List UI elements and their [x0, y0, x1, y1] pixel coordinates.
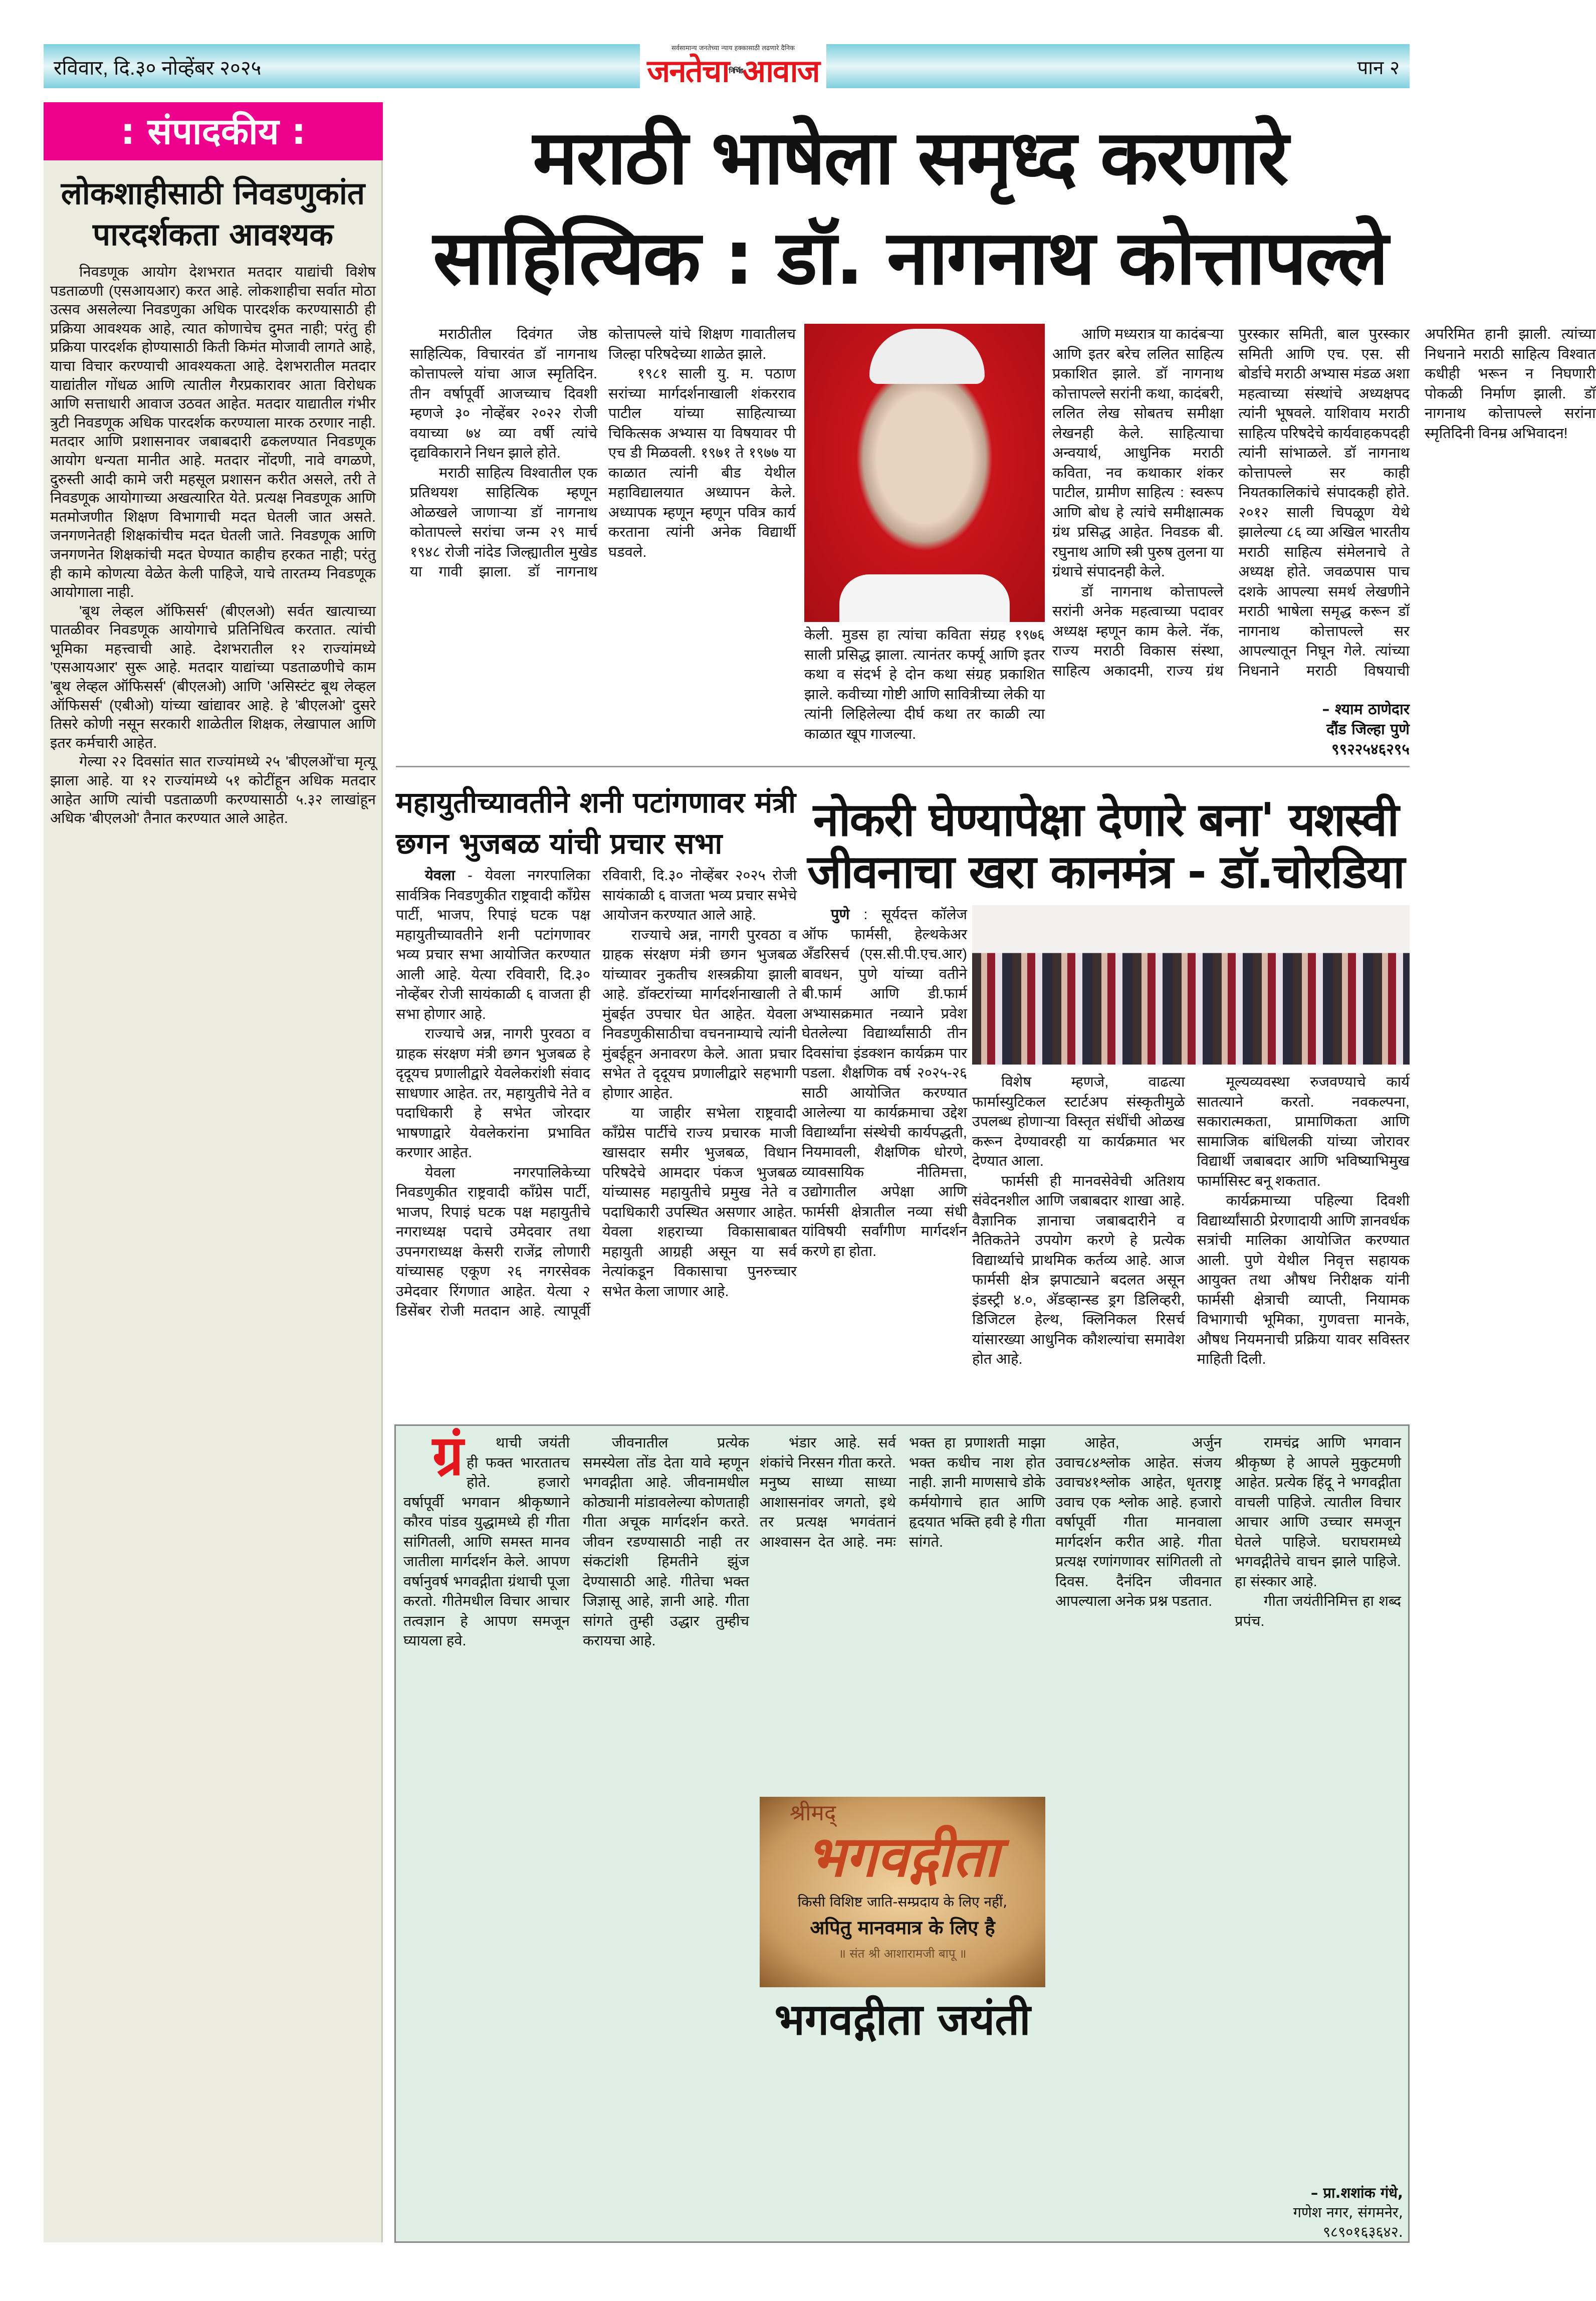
chordia-headline: नोकरी घेण्यापेक्षा देणारे बना' यशस्वी जीवनाचा खरा कानमंत्र - डॉ.चोरडिया	[807, 793, 1404, 899]
masthead-band	[44, 44, 1410, 88]
author-place: गणेश नगर, संगमनेर,	[1293, 2204, 1403, 2221]
paragraph: - येवला नगरपालिका सार्वत्रिक निवडणुकीत राष्ट्रवादी काँग्रेस पार्टी, भाजप, रिपाइं घटक पक्ष महायुतीच्यावतीने शनी पटांगणावर भव्य प्रचार सभा आयोजित करण्यात आली आहे. येत्या रविवारी, दि.३० नोव्हेंबर रोजी सायंकाळी ६ वाजता ही सभा होणार आहे.	[396, 868, 590, 1022]
paragraph: या जाहीर सभेला राष्ट्रवादी काँग्रेस पार्टीचे राज्य प्रचारक माजी खासदार समीर भुजबळ, विधान परिषदेचे आमदार पंकज भुजबळ यांच्यासह महायुतीचे प्रमुख नेते व पदाधिकारी उपस्थित असणार आहेत. येवला शहराच्या विकासाबाबत महायुती आग्रही असून या सर्व नेत्यांकडून विकासाचा पुनरुच्चार सभेत केला जाणार आहे.	[602, 1105, 797, 1300]
editorial-body	[50, 263, 376, 2238]
bhujbal-article	[396, 782, 797, 1411]
bhujbal-article-body	[396, 866, 797, 1411]
editorial-column	[50, 173, 376, 2238]
paragraph: कार्यक्रमाच्या पहिल्या दिवशी विद्यार्थ्यांसाठी प्रेरणादायी आणि ज्ञानवर्धक सत्रांची मालिका आयोजित करण्यात आली. पुणे येथील निवृत्त सहायक आयुक्त तथा औषध निरीक्षक यांनी फार्मसी क्षेत्राची व्याप्ती, नियामक विभागाची भूमिका, गुणवत्ता मानके, औषध नियमनाची प्रक्रिया यावर सविस्तर माहिती दिली.	[1197, 1193, 1410, 1367]
paragraph: मूल्यव्यवस्था रुजवण्याचे कार्य सातत्याने करतो. नवकल्पना, सकारात्मकता, प्रामाणिकता आणि सामाजिक बांधिलकी यांच्या जोरावर विद्यार्थी जबाबदार आणि भविष्याभिमुख फार्मासिस्ट बनू शकतात.	[1197, 1074, 1410, 1189]
paragraph: मराठी साहित्य विश्वातील एक प्रतिथयश साहित्यिक म्हणून ओळखले जाणाऱ्या डॉ नागनाथ कोतापल्ले सरांचा जन्म २९ मार्च १९४८ रोजी नांदेड जिल्ह्यातील मुखेड या गावी झाला. डॉ नागनाथ कोत्तापल्ले यांचे शिक्षण गावातीलच जिल्हा परिषदेच्या शाळेत झाले.	[410, 326, 796, 580]
main-article-columns-right	[1052, 325, 1596, 694]
editorial-headline: लोकशाहीसाठी निवडणुकांत पारदर्शकता आवश्यक	[61, 175, 365, 253]
paragraph: ग्रंथाची जयंती ही फक्त भारतातच होते. हजारो वर्षापूर्वी भगवान श्रीकृष्णाने कौरव पांडव युद्धामध्ये ही गीता सांगितली, आणि समस्त मानव जातीला मार्गदर्शन केले. आपण वर्षानुवर्ष भगवद्गीता ग्रंथाची पूजा करतो. गीतेमधील विचार आचार तत्वज्ञान हे आपण समजून घ्यायला हवे.	[403, 1425, 570, 1649]
paragraph: भंडार आहे. सर्व शंकांचे निरसन गीता करते. मनुष्य साध्या साध्या आशासनांवर जगतो, इथे तर प्रत्यक्ष भगवंतानं आश्वासन देत आहे. नमः भक्त हा प्रणाशती माझा भक्त कधीच नाश होत नाही. ज्ञानी माणसाचे डोके कर्मयोगाचे हात आणि हृदयात भक्ति हवी हे गीता सांगते.	[760, 1435, 1045, 1550]
banner-title: भगवद्गीता	[806, 1824, 999, 1890]
paragraph: मराठीतील दिवंगत जेष्ठ साहित्यिक, विचारवंत डॉ नागनाथ कोत्तापल्ले यांचा आज स्मृतिदिन. तीन वर्षापूर्वी आजच्याच दिवशी म्हणजे ३० नोव्हेंबर २०२२ रोजी वयाच्या ७४ व्या वर्षी त्यांचे दृद्यविकाराने निधन झाले होते.	[410, 326, 597, 461]
logo-name-right: आवाज	[742, 53, 819, 89]
banner-line: अपितु मानवमात्र के लिए है	[810, 1917, 995, 1939]
paragraph: : सूर्यदत्त कॉलेज ऑफ फार्मसी, हेल्थकेअर अँडरिसर्च (एस.सी.पी.एच.आर) बावधन, पुणे यांच्या वतीने बी.फार्म आणि डी.फार्म अभ्यासक्रमात नव्याने प्रवेश घेतलेल्या विद्यार्थ्यांसाठी तीन दिवसांचा इंडक्शन कार्यक्रम पार पडला. शैक्षणिक वर्ष २०२५-२६ साठी आयोजित करण्यात आलेल्या या कार्यक्रमाचा उद्देश विद्यार्थ्यांना संस्थेची कार्यपद्धती, नियमावली, शैक्षणिक धोरणे, व्यावसायिक नीतिमत्ता, उद्योगातील अपेक्षा आणि फार्मसी क्षेत्रातील नव्या संधी यांविषयी सर्वांगीण मार्गदर्शन करणे हा होता.	[802, 907, 967, 1260]
logo-name-mid: निर्भिड	[729, 67, 742, 75]
paragraph: १९८१ साली यु. म. पठाण सरांच्या मार्गदर्शनाखाली शंकरराव पाटील यांच्या साहित्याच्या चिकित्सक अभ्यास या विषयावर पी एच डी मिळवली. १९७१ ते १९७७ या काळात त्यांनी बीड येथील महाविद्यालयात अध्यापन केले. अध्यापक म्हणून म्हणून पवित्र कार्य करताना त्यांनी अनेक विद्यार्थी घडवले.	[608, 366, 796, 560]
gita-article-body-left	[403, 1425, 749, 2235]
paragraph: विशेष म्हणजे, वाढत्या फार्मास्युटिकल स्टार्टअप संस्कृतीमुळे उपलब्ध होणाऱ्या विस्तृत संधींची ओळख करून देण्यावरही या कार्यक्रमात भर देण्यात आला.	[972, 1074, 1185, 1169]
paragraph: राज्याचे अन्न, नागरी पुरवठा व ग्राहक संरक्षण मंत्री छगन भुजबळ यांच्यावर नुकतीच शस्त्रक्रीया झाली आहे. डॉक्टरांच्या मार्गदर्शनाखाली ते मुंबईत उपचार घेत आहेत. येवला निवडणुकीसाठीचा वचननाम्याचे त्यांनी मुंबईहून अनावरण केले. आता प्रचार सभेत ते दृदूयच प्रणालीद्वारे सहभागी होणार आहेत.	[602, 927, 797, 1102]
banner-line: किसी विशिष्ट जाति-सम्प्रदाय के लिए नहीं,	[797, 1894, 1008, 1910]
paragraph: निवडणूक आयोग देशभरात मतदार याद्यांची विशेष पडताळणी (एसआयआर) करत आहे. लोकशाहीचा सर्वात मोठा उत्सव असलेल्या निवडणुका अधिक पारदर्शक करण्यासाठी ही प्रक्रिया आवश्यक आहे, त्यात कोणाचेच दुमत नाही; परंतु ही प्रक्रिया पारदर्शक होण्यासाठी किती किमंत मोजावी लागते आहे, याचा विचार करण्याची आवश्यकता आहे. देशभरातील मतदार याद्यांतील गोंधळ आणि त्यातील गैरप्रकारावर आता विरोधक आणि सत्ताधारी आवाज उठवत आहेत. मतदार याद्यातील गंभीर त्रुटी निवडणूक अधिक पारदर्शक करण्याला मारक ठरणार नाही. मतदार आणि प्रशासनावर जबाबदारी ढकलण्यात निवडणूक आयोग धन्यता मानीत आहे. मतदार नोंदणी, नावे वगळणे, दुरुस्ती आदी कामे जरी महसूल प्रशासन करीत असले, तरी ते निवडणूक आयोगाच्या अखत्यारित येते. प्रत्यक्ष निवडणूक आणि मतमोजणीत शिक्षण विभागाची मदत घेतली जात असते. जनगणनेतही शिक्षकांचीच मदत घेतली जाते. निवडणूक आणि जनगणनेत शिक्षकांची मदत घेण्यात काहीच हरकत नाही; परंतु ही कामे कोणत्या वेळेत केली पाहिजे, याचे तारतम्य निवडणूक आयोगाला नाही.	[50, 264, 376, 601]
editorial-banner: : संपादकीय :	[44, 102, 383, 160]
logo-name-left: जनतेचा	[647, 53, 729, 89]
dateline: पुणे	[831, 907, 850, 923]
gita-article-body-right	[1055, 1433, 1401, 2179]
issue-date: रविवार, दि.३० नोव्हेंबर २०२५	[54, 57, 262, 79]
author-name: – श्याम ठाणेदार	[1322, 701, 1410, 718]
dateline: येवला	[425, 868, 455, 884]
logo-tagline: सर्वसामान्य जनतेच्या न्याय हक्कासाठी लढणारे दैनिक	[671, 45, 795, 52]
author-place: दौंड जिल्हा पुणे	[1326, 721, 1410, 738]
paragraph: फार्मसी ही मानवसेवेची अतिशय संवेदनशील आणि जबाबदार शाखा आहे. वैज्ञानिक ज्ञानाचा जबाबदारीने व नैतिकतेने उपयोग करणे हे प्रत्येक विद्यार्थ्याचे प्राथमिक कर्तव्य आहे. आज फार्मसी क्षेत्र झपाट्याने बदलत असून इंडस्ट्री ४.०, अ‍ॅडव्हान्स्ड ड्रग डिलिव्हरी, डिजिटल हेल्थ, क्लिनिकल रिसर्च यांसारख्या आधुनिक कौशल्यांचा समावेश होत आहे.	[972, 1173, 1185, 1367]
paragraph: राज्याचे अन्न, नागरी पुरवठा व ग्राहक संरक्षण मंत्री छगन भुजबळ हे दृदूयच प्रणालीद्वारे येवलेकरांशी संवाद साधणार आहेत. तर, महायुतीचे नेते व पदाधिकारी हे सभेत जोरदार भाषणाद्वारे येवलेकरांना प्रभावित करणार आहेत.	[396, 1026, 590, 1161]
gita-banner-image	[760, 1797, 1045, 1987]
paragraph: आणि मध्यरात्र या कादंबऱ्या आणि इतर बरेच ललित साहित्य प्रकाशित झाले. डॉ नागनाथ कोत्तापल्ले सरांनी कथा, कादंबरी, ललित लेख सोबतच समीक्षा लेखनही केले. साहित्याचा अन्वयार्थ, आधुनिक मराठी कविता, नव कथाकार शंकर पाटील, ग्रामीण साहित्य : स्वरूप आणि बोध हे त्यांचे समीक्षात्मक ग्रंथ प्रसिद्ध आहेत. निवडक बी. रघुनाथ आणि स्त्री पुरुष तुलना या ग्रंथाचे संपादनही केले.	[1052, 326, 1224, 580]
paragraph: गीता जयंतीनिमित्त हा शब्द प्रपंच.	[1235, 1593, 1401, 1629]
page-number: पान २	[1357, 57, 1400, 79]
author-phone: ९९२२५४६२९५	[1331, 741, 1410, 758]
paragraph: 'बूथ लेव्हल ऑफिसर्स' (बीएलओ) सर्वत खात्याच्या पातळीवर निवडणूक आयोगाचे प्रतिनिधित्व करतात. त्यांची भूमिका महत्त्वाची आहे. देशभरातील १२ राज्यांमध्ये 'एसआयआर' सुरू आहे. मतदार याद्यांच्या पडताळणीचे काम 'बूथ लेव्हल ऑफिसर्स' (बीएलओ) आणि 'असिस्टंट बूथ लेव्हल ऑफिसर्स' (एबीओ) यांच्या खांद्यावर आहे. हे 'बीएलओ' दुसरे तिसरे कोणी नसून सरकारी शाळेतील शिक्षक, लेखापाल आणि इतर कर्मचारी आहेत.	[50, 603, 376, 751]
gita-headline: भगवद्गीता जयंती	[774, 1995, 1031, 2045]
author-phone: ९८९०१६३६४२.	[1322, 2223, 1403, 2240]
newspaper-logo[interactable]	[640, 40, 826, 95]
bhujbal-headline: महायुतीच्यावतीने शनी पटांगणावर मंत्री छगन भुजबळ यांची प्रचार सभा	[396, 785, 796, 861]
gita-byline	[1213, 2183, 1403, 2242]
banner-line: ॥ संत श्री आशारामजी बापू ॥	[838, 1947, 967, 1961]
paragraph: गेल्या २२ दिवसांत सात राज्यांमध्ये २५ 'बीएलओं'चा मृत्यू झाला आहे. या १२ राज्यांमध्ये ५१ कोटींहून अधिक मतदार आहेत आणि त्यांची पडताळणी करण्यासाठी ५.३२ लाखांहून अधिक 'बीएलओ' तैनात करण्यात आले आहेत.	[50, 754, 376, 827]
divider	[396, 766, 1410, 767]
main-article-columns-left	[410, 325, 796, 761]
main-byline	[1233, 700, 1410, 760]
portrait-photo	[804, 324, 1045, 622]
main-article-under-photo: केली. मुडस हा त्यांचा कविता संग्रह १९७६ साली प्रसिद्ध झाला. त्यानंतर कर्फ्यू आणि इतर कथा व संदर्भ हे दोन कथा संग्रह प्रकाशित झाले. कवीच्या गोष्टी आणि सावित्रीच्या लेकी या त्यांनी लिहिलेल्या दीर्घ कथा तर काळी त्या काळात खूप गाजल्या.	[804, 627, 1045, 742]
chordia-article-intro	[802, 905, 967, 1406]
paragraph: जीवनातील प्रत्येक समस्येला तोंड देता यावे म्हणून भगवद्गीता आहे. जीवनामधील कोठ्यानी मांडावलेल्या कोणताही गीता अचूक मार्गदर्शन करते. जीवन रडण्यासाठी नाही तर संकटांशी हिमतीने झुंज देण्यासाठी आहे. गीतेचा भक्त जिज्ञासू आहे, ज्ञानी आहे. गीता सांगते तुम्ही उद्धार तुम्हीच करायचा आहे.	[583, 1435, 749, 1649]
chordia-article-body	[972, 1073, 1410, 1408]
paragraph: डॉ नागनाथ कोत्तापल्ले सरांनी अनेक महत्वाच्या पदावर अध्यक्ष म्हणून काम केले. नॅक, राज्य मराठी विकास संस्था, साहित्य अकादमी, राज्य ग्रंथ पुरस्कार समिती, बाल पुरस्कार समिती आणि एच. एस. सी बोर्डाचे मराठी अभ्यास मंडळ अशा महत्वाच्या संस्थांचे अध्यक्षपद त्यांनी भूषवले. याशिवाय मराठी साहित्य परिषदेचे कार्यवाहकपदही त्यांनी सांभाळले. डॉ नागनाथ कोत्तापल्ले सर काही नियतकालिकांचे संपादकही होते. २०१२ साली चिपळूण येथे झालेल्या ८६ व्या अखिल भारतीय मराठी साहित्य संमेलनाचे ते अध्यक्ष होते. जवळपास पाच दशके आपल्या समर्थ लेखणीने मराठी भाषेला समृद्ध करून डॉ नागनाथ कोत्तापल्ले सर आपल्यातून निघून गेले. त्यांच्या निधनाने मराठी विषयाची अपरिमित हानी झाली. त्यांच्या निधनाने मराठी साहित्य विश्वात कधीही भरून न निघणारी पोकळी निर्माण झाली. डॉ नागनाथ कोत्तापल्ले सरांना स्मृतिदिनी विनम्र अभिवादन!	[1052, 326, 1596, 679]
author-name: – प्रा.शशांक गंधे,	[1310, 2184, 1403, 2201]
paragraph: येवला नगरपालिकेच्या निवडणुकीत राष्ट्रवादी काँग्रेस पार्टी, भाजप, रिपाइं घटक पक्ष महायुतीचे नगराध्यक्ष पदाचे उमेदवार तथा उपनगराध्यक्ष केसरी राजेंद्र लोणारी यांच्यासह एकूण २६ नगरसेवक उमेदवार रिंगणात आहेत. येत्या २ डिसेंबर रोजी मतदान आहे. त्यापूर्वी रविवारी, दि.३० नोव्हेंबर २०२५ रोजी सायंकाळी ६ वाजता भव्य प्रचार सभेचे आयोजन करण्यात आले आहे.	[396, 868, 797, 1319]
banner-small-text: श्रीमद्	[790, 1800, 836, 1826]
group-photo	[972, 905, 1410, 1065]
paragraph: रामचंद्र आणि भगवान श्रीकृष्ण हे आपले मुकुटमणी आहेत. प्रत्येक हिंदू ने भगवद्गीता वाचली पाहिजे. त्यातील विचार आचार आणि उच्चार समजून घेतले पाहिजे. घराघरामध्ये भगवद्गीतेचे वाचन झाले पाहिजे. हा संस्कार आहे.	[1235, 1435, 1401, 1590]
paragraph: आहेत, अर्जुन उवाच८४श्लोक आहेत. संजय उवाच४१श्लोक आहेत, धृतराष्ट्र उवाच एक श्लोक आहे. हजारो वर्षापूर्वी गीता मानवाला मार्गदर्शन करीत आहे. गीता प्रत्यक्ष रणांगणावर सांगितली तो दिवस. दैनंदिन जीवनात आपल्याला अनेक प्रश्न पडतात.	[1055, 1435, 1222, 1609]
main-headline: मराठी भाषेला समृध्द करणारे साहित्यिक : डॉ. नागनाथ कोत्तापल्ले	[433, 114, 1387, 302]
gita-article-body-middle	[760, 1433, 1045, 1790]
